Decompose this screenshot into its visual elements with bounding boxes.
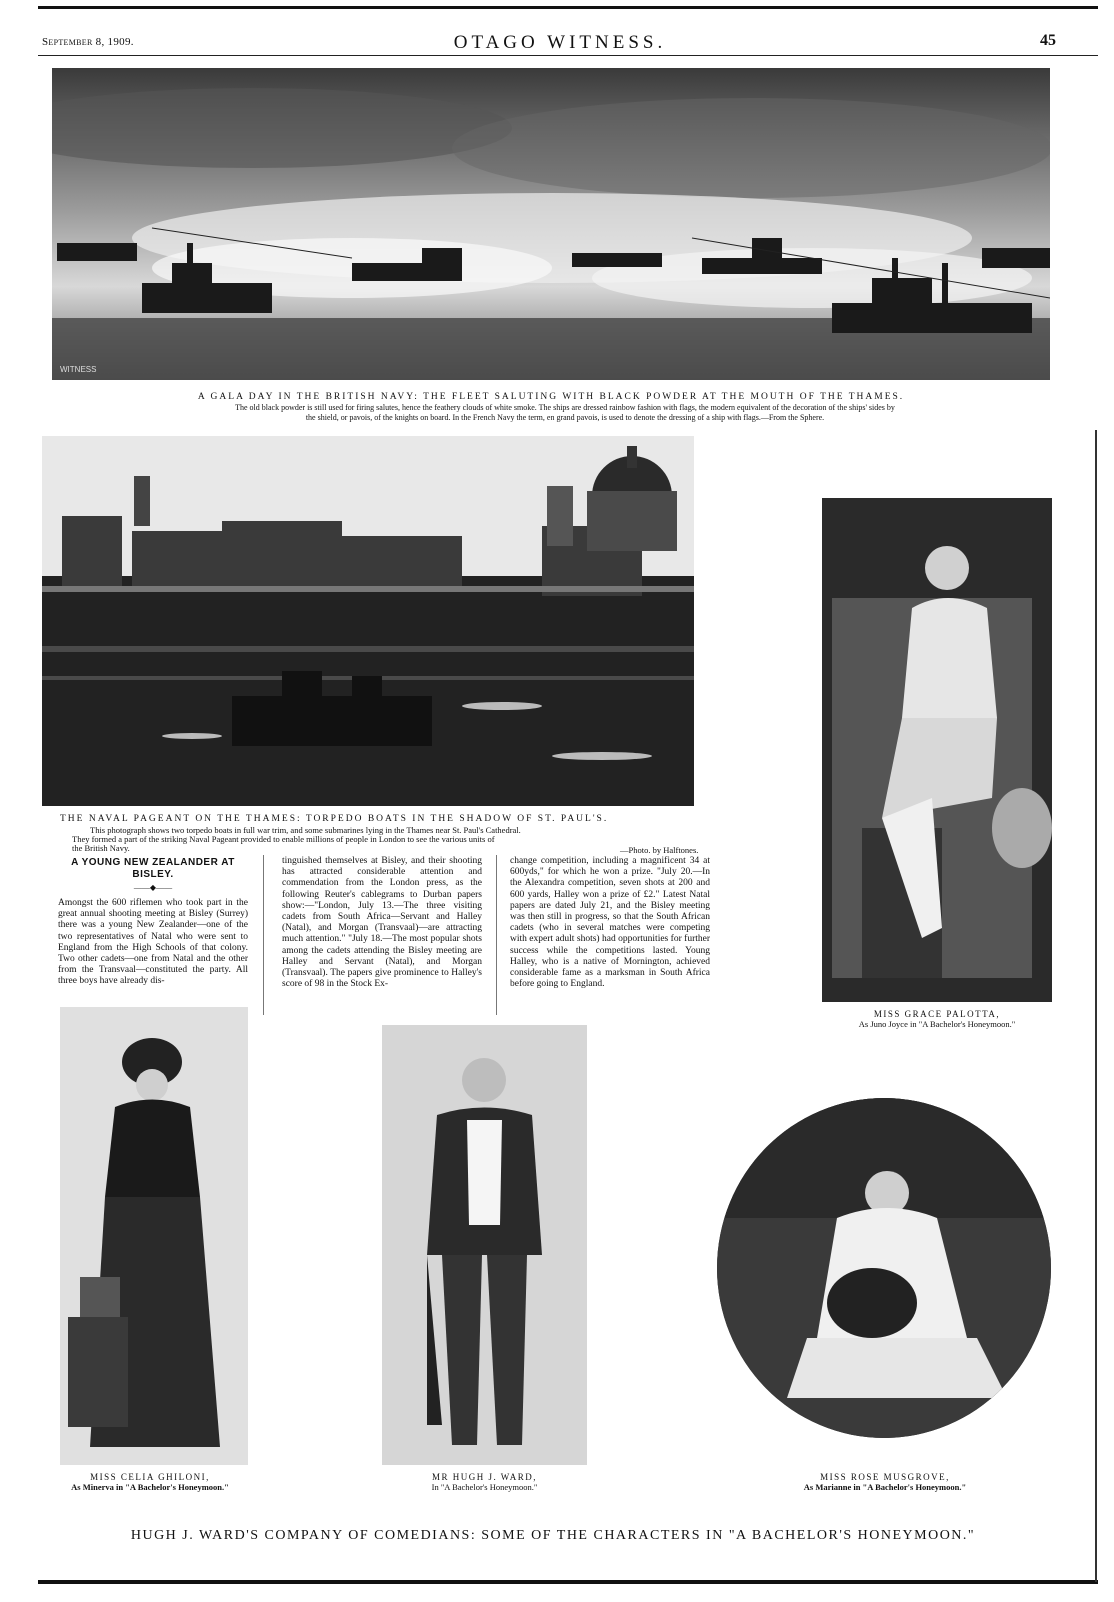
column-rule-1: [263, 855, 264, 1015]
fleet-photo-image: [52, 68, 1050, 380]
ward-name: MR HUGH J. WARD,: [431, 1472, 538, 1482]
thames-photo: [42, 436, 694, 806]
ghiloni-name: MISS CELIA GHILONI,: [90, 1472, 210, 1482]
palotta-name: MISS GRACE PALOTTA,: [873, 1009, 1001, 1019]
ghiloni-role: As Minerva in "A Bachelor's Honeymoon.": [71, 1482, 229, 1492]
thames-photo-caption-3: the British Navy.: [72, 843, 130, 853]
fleet-photo-caption-2: the shield, or pavois, of the knights on board. In the French Navy the term, en grand pavois, is used to denote the dressing of a ship with flags.—From the Sphere.: [305, 413, 825, 422]
ghiloni-portrait: [60, 1007, 248, 1465]
musgrove-role: As Marianne in "A Bachelor's Honeymoon.": [803, 1482, 967, 1492]
palotta-portrait: [822, 498, 1052, 1002]
musgrove-portrait: [717, 1098, 1051, 1438]
article-ornament: ——◆——: [133, 883, 173, 892]
ward-portrait-image: [382, 1025, 587, 1465]
ward-role: In "A Bachelor's Honeymoon.": [431, 1482, 538, 1492]
palotta-portrait-image: [822, 498, 1052, 1002]
musgrove-name: MISS ROSE MUSGROVE,: [820, 1472, 950, 1482]
palotta-role: As Juno Joyce in "A Bachelor's Honeymoon.": [858, 1019, 1016, 1029]
article-column-2: tinguished themselves at Bisley, and their shooting has attracted considerable attention and commendation from the London press, as the following Reuter's cablegrams to Durban papers show:—"London, July 13.—The three visiting cadets from South Africa—Servant and Halley (Natal), and Morgan (Transvaal)—are attracting much attention." "July 18.—The most popular shots among the cadets attending the Bisley meeting are Halley and Servant (Natal), and Morgan (Transvaal). The papers give prominence to Halley's score of 98 in the Stock Ex-: [282, 856, 482, 990]
thames-photo-caption-1: This photograph shows two torpedo boats in full war trim, and some submarines lying in the Thames near St. Paul's Cathedral.: [90, 825, 521, 835]
top-rule: [38, 6, 1098, 9]
musgrove-portrait-image: [717, 1098, 1051, 1438]
photo-watermark: WITNESS: [60, 365, 97, 374]
thames-photo-image: [42, 436, 694, 806]
company-title: HUGH J. WARD'S COMPANY OF COMEDIANS: SOME OF THE CHARACTERS IN "A BACHELOR'S HONEYMOON.": [130, 1528, 976, 1543]
thames-photo-caption-2: They formed a part of the striking Naval Pageant provided to enable millions of people in London to see the various units of: [72, 834, 495, 844]
side-rule: [1095, 430, 1097, 1582]
fleet-photo-caption-1: The old black powder is still used for firing salutes, hence the feathery clouds of white smoke. The ships are dressed rainbow fashion with flags, the modern equivalent of the decoration of the ships' sides by: [235, 403, 895, 412]
fleet-photo-title: A GALA DAY IN THE BRITISH NAVY: THE FLEET SALUTING WITH BLACK POWDER AT THE MOUTH OF THE THAMES.: [197, 392, 905, 402]
photo-credit: —Photo. by Halftones.: [620, 845, 699, 855]
article-headline: A YOUNG NEW ZEALANDER AT BISLEY.: [71, 857, 235, 880]
bottom-rule: [38, 1580, 1098, 1584]
fleet-photo: [52, 68, 1050, 380]
article-column-1: Amongst the 600 riflemen who took part in the great annual shooting meeting at Bisley (Surrey) there was a young New Zealander—one of the two representatives of Natal who were sent to England from the High Schools of that colony. Two other cadets—one from Natal and the other from the Transvaal—constituted the party. All three boys have already dis-: [58, 898, 248, 987]
header-rule: [38, 55, 1098, 56]
article-column-3: change competition, including a magnificent 34 at 600yds," for which he won a prize. "July 20.—In the Alexandra competition, seven shots at 200 and 600 yards, Halley won a prize of £2." Latest Natal papers are dated July 21, and the Bisley meeting was then still in progress, so that the South African cadets (who in several matches were competing with expert adult shots) had opportunities for further success while the competitions lasted. Young Halley, who is a native of Mornington, achieved considerable fame as a marksman in South Africa before going to England.: [510, 856, 710, 990]
masthead-title: OTAGO WITNESS.: [453, 32, 667, 53]
issue-date: September 8, 1909.: [42, 36, 134, 48]
ghiloni-portrait-image: [60, 1007, 248, 1465]
column-rule-2: [496, 855, 497, 1015]
page-number: 45: [1040, 32, 1056, 49]
ward-portrait: [382, 1025, 587, 1465]
thames-photo-title: THE NAVAL PAGEANT ON THE THAMES: TORPEDO BOATS IN THE SHADOW OF ST. PAUL'S.: [60, 814, 609, 824]
